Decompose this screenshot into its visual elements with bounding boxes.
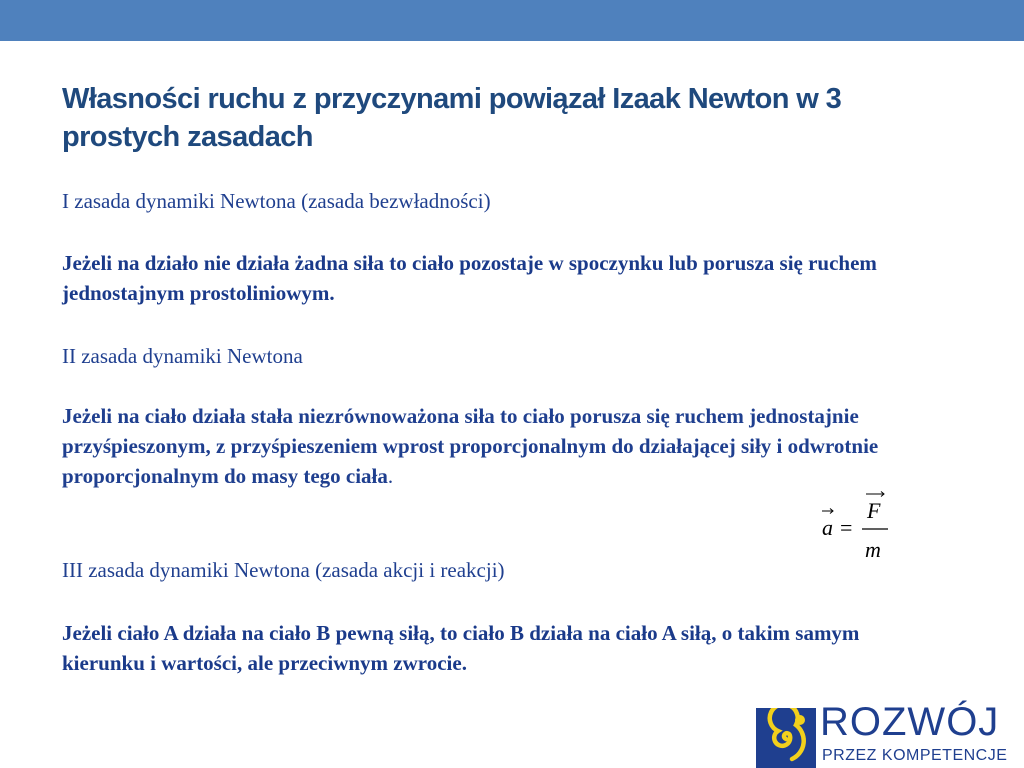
spiral-icon	[756, 708, 816, 768]
top-accent-bar	[0, 0, 1024, 41]
slide-title: Własności ruchu z przyczynami powiązał Izaak Newton w 3 prostych zasadach	[62, 83, 842, 153]
logo-main-text: ROZWÓJ	[820, 700, 1000, 744]
law1-heading: I zasada dynamiki Newtona (zasada bezwładności)	[62, 189, 491, 213]
rozwoj-logo	[756, 700, 1024, 768]
formula-denominator: m	[865, 537, 881, 562]
law2-heading: II zasada dynamiki Newtona	[62, 344, 303, 368]
law2-period: .	[387, 464, 394, 488]
law1-text: Jeżeli na działo nie działa żadna siła to ciało pozostaje w spoczynku lub porusza się ruchem jednostajnym prostoliniowym.	[62, 251, 877, 305]
formula-lhs: a	[822, 515, 833, 540]
law2-text: Jeżeli na ciało działa stała niezrównoważona siła to ciało porusza się ruchem jednostajnie przyśpieszonym, z przyśpieszeniem wprost proporcjonalnym do działającej siły i odwrotnie proporcjonalnym do masy tego ciała	[62, 404, 879, 488]
formula-numerator: F	[867, 498, 881, 523]
law3-text: Jeżeli ciało A działa na ciało B pewną siłą, to ciało B działa na ciało A siłą, o takim samym kierunku i wartości, ale przeciwnym zwrocie.	[62, 621, 860, 675]
logo-sub-text: PRZEZ KOMPETENCJE	[822, 747, 1008, 764]
formula-equals: =	[840, 515, 853, 540]
law2-text-block	[62, 401, 942, 491]
law3-heading: III zasada dynamiki Newtona (zasada akcji i reakcji)	[62, 558, 505, 582]
